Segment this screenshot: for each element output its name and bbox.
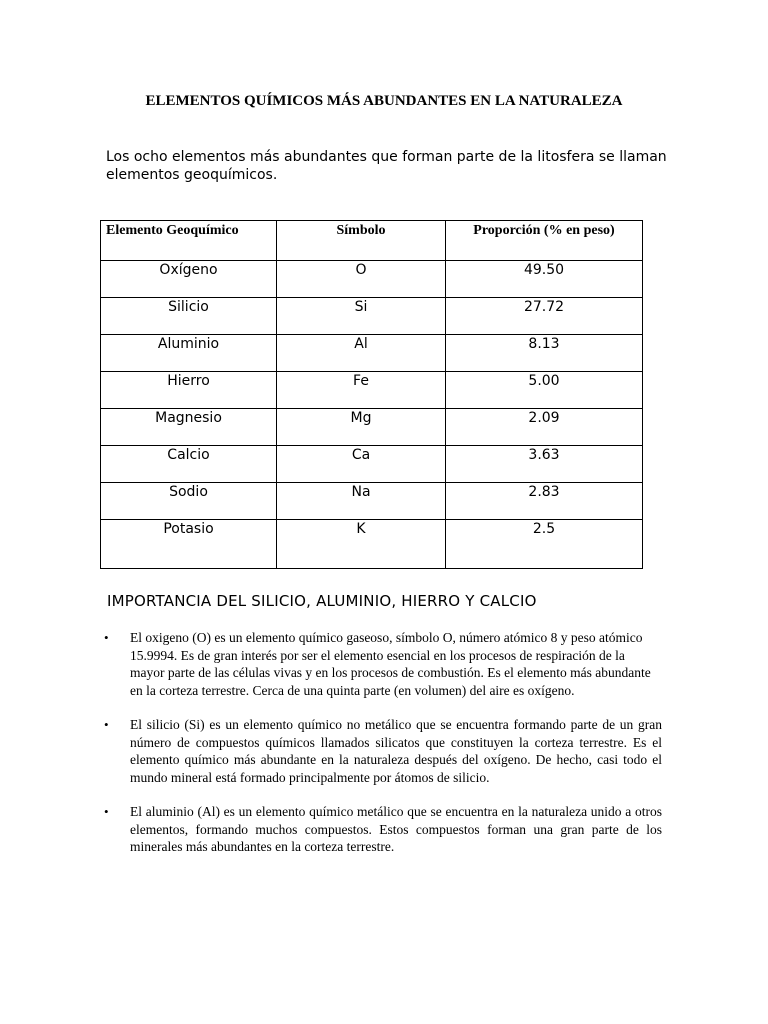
table-row xyxy=(101,335,643,372)
table-row xyxy=(101,520,643,569)
header-proportion: Proporción (% en peso) xyxy=(446,221,643,261)
cell-symbol: Na xyxy=(277,483,446,520)
cell-element: Potasio xyxy=(101,520,277,569)
bullet-list xyxy=(104,629,662,873)
elements-table xyxy=(100,220,643,569)
bullet-icon: • xyxy=(104,804,109,819)
list-item xyxy=(104,629,662,699)
cell-element: Aluminio xyxy=(101,335,277,372)
table-row xyxy=(101,483,643,520)
document-title: ELEMENTOS QUÍMICOS MÁS ABUNDANTES EN LA NATURALEZA xyxy=(145,93,623,109)
cell-element: Silicio xyxy=(101,298,277,335)
section-heading: IMPORTANCIA DEL SILICIO, ALUMINIO, HIERRO Y CALCIO xyxy=(107,592,537,610)
cell-symbol: O xyxy=(277,261,446,298)
cell-symbol: Mg xyxy=(277,409,446,446)
cell-symbol: K xyxy=(277,520,446,569)
intro-paragraph: Los ocho elementos más abundantes que forman parte de la litosfera se llaman elementos geoquímicos. xyxy=(106,149,667,183)
bullet-icon: • xyxy=(104,630,109,645)
cell-element: Hierro xyxy=(101,372,277,409)
cell-proportion: 5.00 xyxy=(446,372,643,409)
cell-symbol: Ca xyxy=(277,446,446,483)
cell-proportion: 27.72 xyxy=(446,298,643,335)
bullet-text-aluminum: El aluminio (Al) es un elemento químico metálico que se encuentra en la naturaleza unido a otros elementos, formando muchos compuestos. Estos compuestos forman una gran parte de los minerales más abundantes en la corteza terrestre. xyxy=(130,804,662,854)
cell-element: Sodio xyxy=(101,483,277,520)
table-header-row xyxy=(101,221,643,261)
table-row xyxy=(101,446,643,483)
table-row xyxy=(101,261,643,298)
cell-element: Magnesio xyxy=(101,409,277,446)
cell-symbol: Fe xyxy=(277,372,446,409)
cell-proportion: 8.13 xyxy=(446,335,643,372)
cell-proportion: 2.09 xyxy=(446,409,643,446)
cell-proportion: 2.5 xyxy=(446,520,643,569)
cell-proportion: 3.63 xyxy=(446,446,643,483)
cell-proportion: 49.50 xyxy=(446,261,643,298)
header-symbol: Símbolo xyxy=(277,221,446,261)
cell-element: Oxígeno xyxy=(101,261,277,298)
cell-symbol: Al xyxy=(277,335,446,372)
list-item xyxy=(104,716,662,786)
list-item xyxy=(104,803,662,856)
cell-element: Calcio xyxy=(101,446,277,483)
cell-proportion: 2.83 xyxy=(446,483,643,520)
bullet-icon: • xyxy=(104,717,109,732)
bullet-text-silicon: El silicio (Si) es un elemento químico no metálico que se encuentra formando parte de un gran número de compuestos químicos llamados silicatos que constituyen la corteza terrestre. Es el elemento químico más abundante en la naturaleza después del oxígeno. De hecho, casi todo el mundo mineral está formado principalmente por átomos de silicio. xyxy=(130,717,662,785)
table-row xyxy=(101,372,643,409)
table-row xyxy=(101,298,643,335)
header-element: Elemento Geoquímico xyxy=(101,221,277,261)
table-row xyxy=(101,409,643,446)
bullet-text-oxygen: El oxigeno (O) es un elemento químico gaseoso, símbolo O, número atómico 8 y peso atómico 15.9994. Es de gran interés por ser el elemento esencial en los procesos de respiración de la mayor parte de las células vivas y en los procesos de combustión. Es el elemento más abundante en la corteza terrestre. Cerca de una quinta parte (en volumen) del aire es oxígeno. xyxy=(130,630,651,698)
cell-symbol: Si xyxy=(277,298,446,335)
